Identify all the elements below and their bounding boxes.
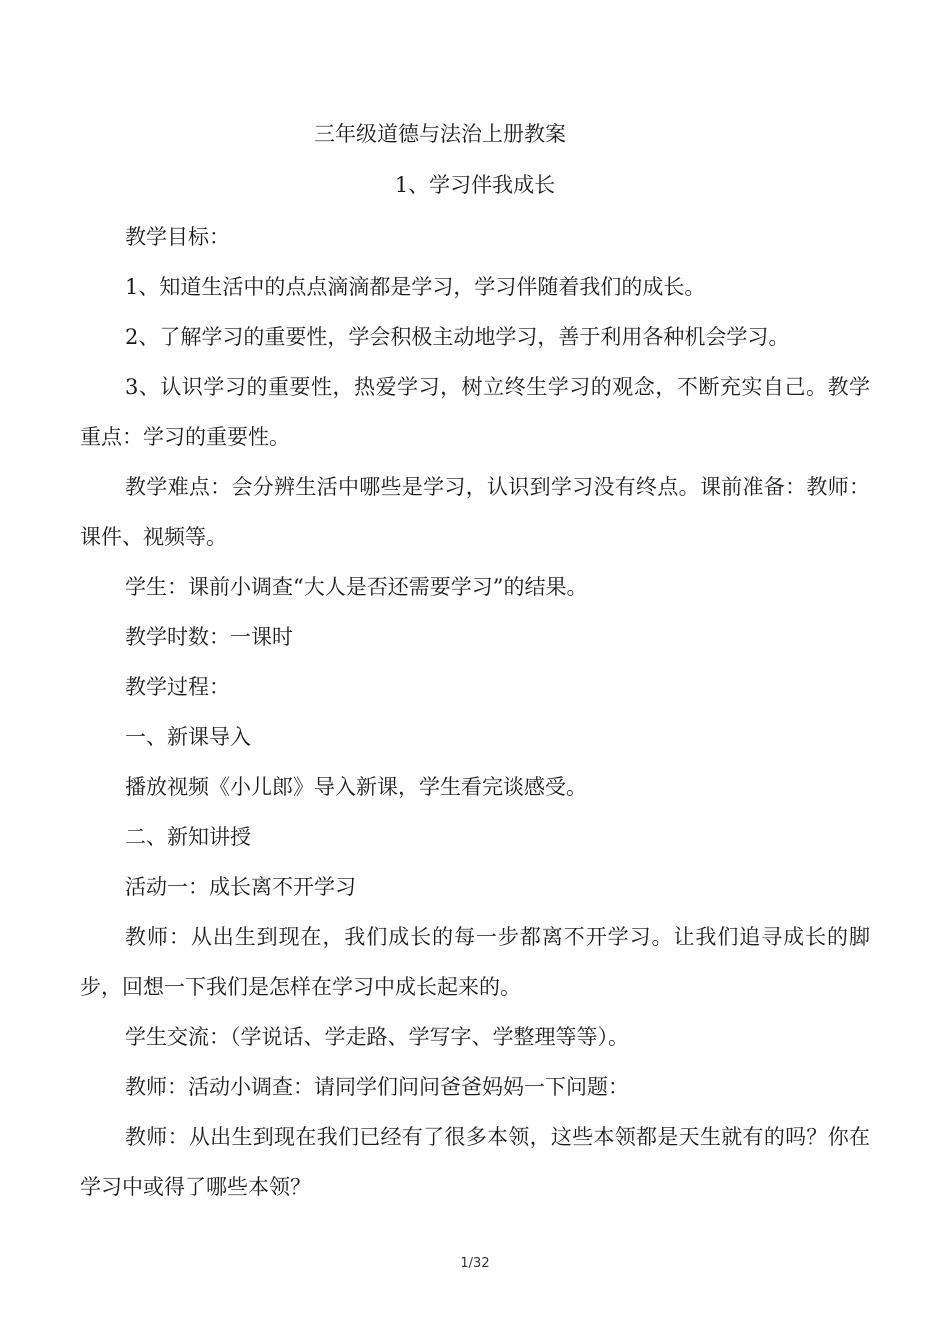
paragraph: 3、认识学习的重要性，热爱学习，树立终生学习的观念，不断充实自己。教学重点：学习的重要性。 (80, 375, 870, 449)
paragraph: 活动一：成长离不开学习 (125, 875, 356, 899)
paragraph: 一、新课导入 (125, 725, 251, 749)
paragraph: 教学时数：一课时 (125, 625, 293, 649)
paragraph: 教师：从出生到现在，我们成长的每一步都离不开学习。让我们追寻成长的脚步，回想一下我们是怎样在学习中成长起来的。 (80, 925, 870, 999)
paragraph: 播放视频《小儿郎》导入新课，学生看完谈感受。 (125, 775, 587, 799)
document-title: 三年级道德与法治上册教案 (314, 122, 566, 146)
paragraph: 教师：从出生到现在我们已经有了很多本领，这些本领都是天生就有的吗？你在学习中或得了哪些本领？ (80, 1125, 870, 1199)
page-indicator: 1/32 (460, 1256, 490, 1271)
paragraph: 教学过程： (125, 675, 230, 699)
document-body (80, 212, 870, 1212)
paragraph: 二、新知讲授 (125, 825, 251, 849)
paragraph: 学生交流：（学说话、学走路、学写字、学整理等等）。 (125, 1025, 629, 1049)
paragraph: 1、知道生活中的点点滴滴都是学习，学习伴随着我们的成长。 (125, 275, 706, 299)
paragraph: 2、了解学习的重要性，学会积极主动地学习，善于利用各种机会学习。 (125, 325, 790, 349)
lesson-title: 1、学习伴我成长 (394, 173, 556, 197)
paragraph: 教学难点：会分辨生活中哪些是学习，认识到学习没有终点。课前准备：教师：课件、视频等。 (80, 475, 870, 549)
paragraph: 学生：课前小调查“大人是否还需要学习”的结果。 (125, 575, 588, 599)
paragraph: 教师：活动小调查：请同学们问问爸爸妈妈一下问题： (125, 1075, 629, 1099)
paragraph: 教学目标： (125, 225, 230, 249)
